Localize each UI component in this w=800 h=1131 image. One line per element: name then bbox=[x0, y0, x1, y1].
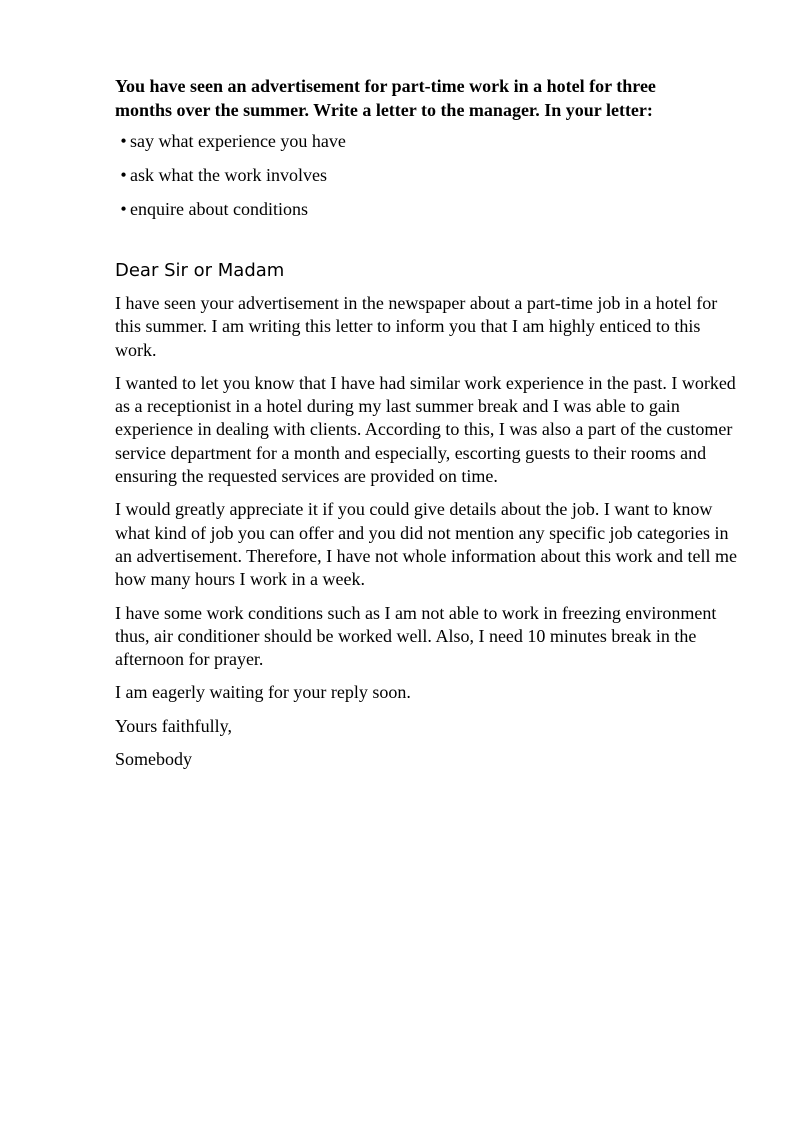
bullet-icon: • bbox=[120, 165, 127, 185]
letter-paragraph: I am eagerly waiting for your reply soon. bbox=[115, 682, 411, 703]
letter-salutation: Dear Sir or Madam bbox=[115, 260, 285, 281]
list-item bbox=[115, 163, 755, 187]
bullet-text: enquire about conditions bbox=[130, 199, 308, 219]
letter-signature: Somebody bbox=[115, 749, 193, 770]
letter-paragraph: I have some work conditions such as I am not able to work in freezing environment thus, air conditioner should be worked well. Also, I need 10 minutes break in the afternoon for prayer. bbox=[115, 602, 717, 670]
letter-paragraph: I wanted to let you know that I have had similar work experience in the past. I worked as a receptionist in a hotel during my last summer break and I was able to gain experience in dealing with clients. According to this, I was also a part of the customer service department for a month and especially, escorting guests to their rooms and ensuring the requested services are provided on time. bbox=[115, 372, 736, 487]
task-instructions: You have seen an advertisement for part-time work in a hotel for three months over the summer. Write a letter to the manager. In your letter: bbox=[115, 76, 656, 120]
list-item bbox=[115, 197, 755, 221]
document-page bbox=[115, 74, 755, 781]
letter-paragraph: I have seen your advertisement in the newspaper about a part-time job in a hotel for this summer. I am writing this letter to inform you that I am highly enticed to this work. bbox=[115, 293, 718, 360]
bullet-text: ask what the work involves bbox=[130, 165, 327, 185]
letter-closing: Yours faithfully, bbox=[115, 715, 233, 736]
letter-paragraph: I would greatly appreciate it if you could give details about the job. I want to know what kind of job you can offer and you did not mention any specific job categories in an advertisement. Therefore, I have not whole information about this work and tell me how many hours I work in a week. bbox=[115, 499, 737, 590]
bullet-icon: • bbox=[120, 199, 127, 219]
task-bullet-list bbox=[115, 129, 755, 221]
bullet-text: say what experience you have bbox=[130, 131, 346, 151]
bullet-icon: • bbox=[120, 131, 127, 151]
list-item bbox=[115, 129, 755, 153]
